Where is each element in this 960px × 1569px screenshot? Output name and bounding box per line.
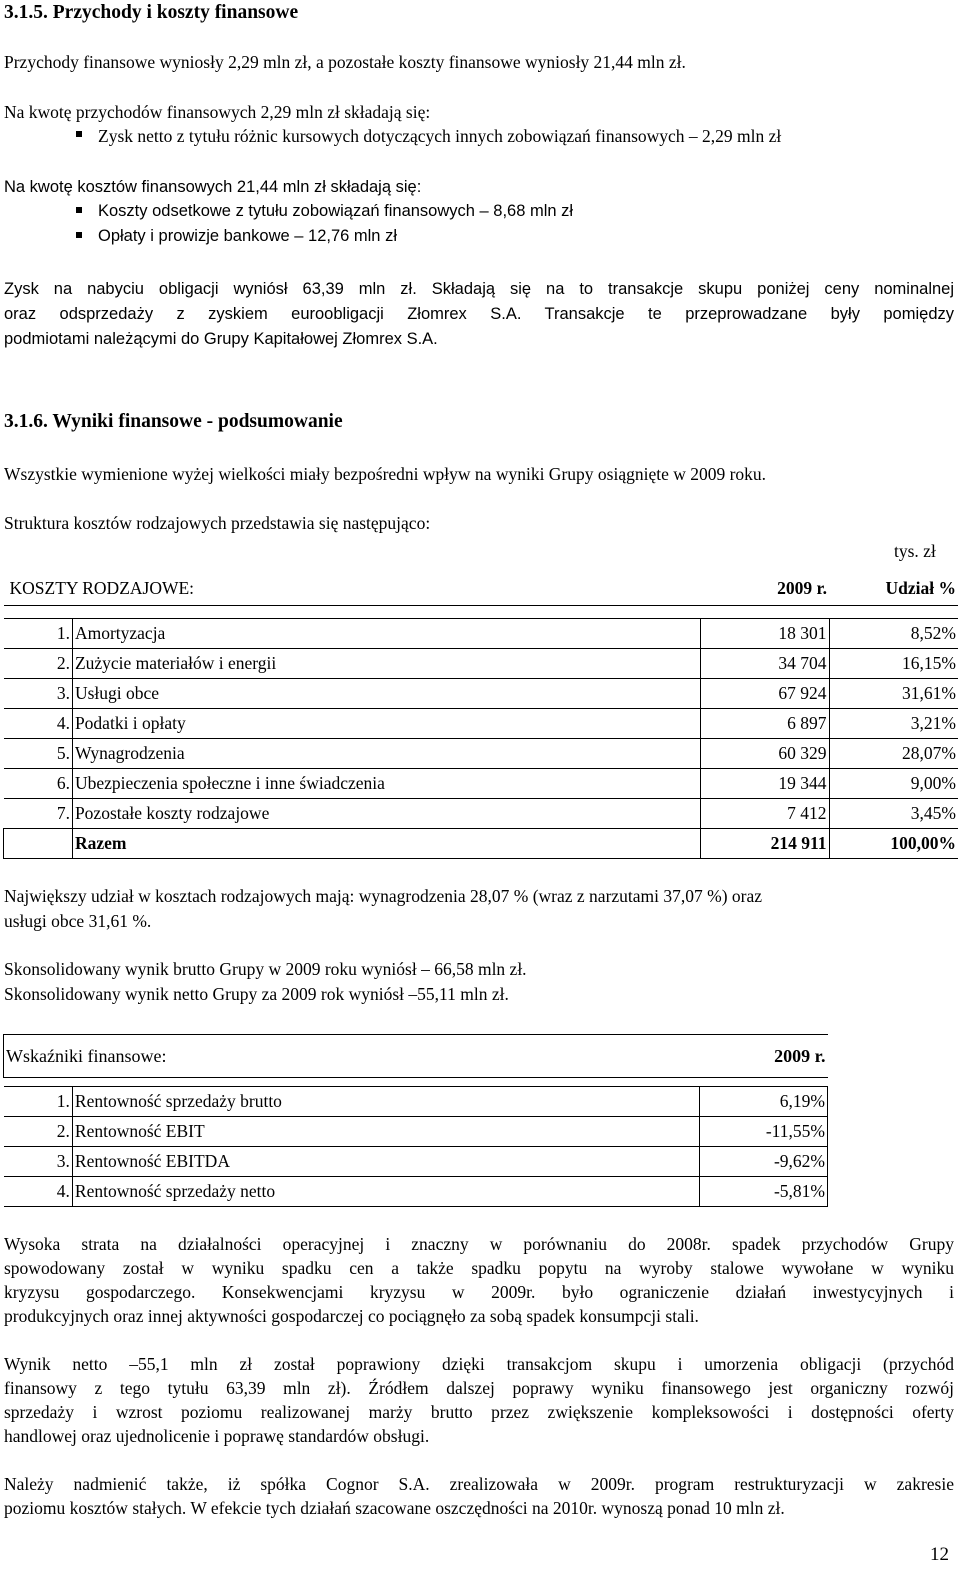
cost-share: 3,21% (829, 708, 958, 738)
cost-name: Pozostałe koszty rodzajowe (72, 798, 700, 828)
ratios-header-year: 2009 r. (700, 1035, 828, 1078)
paragraph-line: Wynik netto –55,1 mln zł został poprawiony dzięki transakcjom skupu i umorzenia obligacji (przychód (4, 1354, 954, 1374)
table-row (4, 768, 959, 798)
unit-label: tys. zł (894, 541, 936, 561)
cost-share: 8,52% (829, 618, 958, 648)
paragraph-line: produkcyjnych oraz innej aktywności gospodarczej co pociągnęło za sobą spadek konsumpcji stali. (4, 1306, 699, 1326)
cost-share: 9,00% (829, 768, 958, 798)
ratio-value: 6,19% (700, 1087, 828, 1117)
row-number: 7. (4, 798, 73, 828)
revenue-lead: Na kwotę przychodów finansowych 2,29 mln zł składają się: (4, 102, 431, 122)
cost-share: 31,61% (829, 678, 958, 708)
row-number: 1. (4, 1087, 73, 1117)
row-number: 1. (4, 618, 73, 648)
total-label: Razem (72, 828, 700, 858)
net-result: Skonsolidowany wynik netto Grupy za 2009 rok wyniósł –55,11 mln zł. (4, 984, 509, 1004)
cost-value: 67 924 (700, 678, 829, 708)
cost-name: Podatki i opłaty (72, 708, 700, 738)
row-number: 2. (4, 1117, 73, 1147)
revenue-item: Zysk netto z tytułu różnic kursowych dotyczących innych zobowiązań finansowych – 2,29 mln zł (98, 126, 782, 146)
table-row (4, 708, 959, 738)
square-bullet-icon (76, 232, 82, 238)
square-bullet-icon (76, 207, 82, 213)
ratio-value: -9,62% (700, 1147, 828, 1177)
ratios-table (3, 1034, 828, 1207)
ratio-name: Rentowność sprzedaży brutto (72, 1087, 699, 1117)
costs-header-share: Udział % (829, 573, 958, 605)
ratio-value: -5,81% (700, 1177, 828, 1207)
results-intro: Wszystkie wymienione wyżej wielkości miały bezpośredni wpływ na wyniki Grupy osiągnięte w 2009 roku. (4, 464, 767, 484)
bonds-line: oraz odsprzedaży z zyskiem euroobligacji Złomrex S.A. Transakcje te przeprowadzane były pomiędzy (4, 305, 954, 323)
paragraph-line: poziomu kosztów stałych. W efekcie tych działań szacowane oszczędności na 2010r. wynoszą ponad 10 mln zł. (4, 1498, 785, 1518)
ratio-name: Rentowność sprzedaży netto (72, 1177, 699, 1207)
total-row (4, 828, 959, 858)
cost-name: Wynagrodzenia (72, 738, 700, 768)
gross-result: Skonsolidowany wynik brutto Grupy w 2009 roku wyniósł – 66,58 mln zł. (4, 959, 527, 979)
table-row (4, 648, 959, 678)
paragraph-line: Należy nadmienić także, iż spółka Cognor S.A. zrealizowała w 2009r. program restrukturyzacji w zakresie (4, 1474, 954, 1494)
cost-name: Zużycie materiałów i energii (72, 648, 700, 678)
row-number: 3. (4, 1147, 73, 1177)
bonds-line: podmiotami należącymi do Grupy Kapitałowej Złomrex S.A. (4, 330, 438, 348)
row-number: 3. (4, 678, 73, 708)
total-share: 100,00% (829, 828, 958, 858)
table-row (4, 1147, 828, 1177)
cost-share: 28,07% (829, 738, 958, 768)
table-row (4, 1087, 828, 1117)
cost-value: 60 329 (700, 738, 829, 768)
ratio-name: Rentowność EBITDA (72, 1147, 699, 1177)
cost-item: Opłaty i prowizje bankowe – 12,76 mln zł (98, 227, 397, 245)
table-row (4, 1177, 828, 1207)
row-number: 5. (4, 738, 73, 768)
cost-value: 34 704 (700, 648, 829, 678)
paragraph-line: spowodowany został w wyniku spadku cen a także spadku popytu na wyroby stalowe wywołane w wyniku (4, 1258, 954, 1278)
paragraph-line: sprzedaży i wzrost poziomu realizowanej marży brutto przez zwiększenie kompleksowości i dostępności oferty (4, 1402, 954, 1422)
cost-name: Amortyzacja (72, 618, 700, 648)
cost-share: 16,15% (829, 648, 958, 678)
ratio-name: Rentowność EBIT (72, 1117, 699, 1147)
table-row (4, 618, 959, 648)
cost-name: Usługi obce (72, 678, 700, 708)
table-row (4, 678, 959, 708)
square-bullet-icon (76, 131, 82, 137)
row-number: 2. (4, 648, 73, 678)
paragraph-line: handlowej oraz ujednolicenie i poprawę standardów obsługi. (4, 1426, 430, 1446)
paragraph-line: finansowy z tego tytułu 63,39 mln zł). Źródłem dalszej poprawy wyniku finansowego jest organiczny rozwój (4, 1378, 954, 1398)
row-number: 4. (4, 1177, 73, 1207)
cost-value: 19 344 (700, 768, 829, 798)
cost-value: 6 897 (700, 708, 829, 738)
largest-share-line: Największy udział w kosztach rodzajowych mają: wynagrodzenia 28,07 % (wraz z narzutami 37,07 %) oraz (4, 886, 763, 906)
financial-intro: Przychody finansowe wyniosły 2,29 mln zł, a pozostałe koszty finansowe wyniosły 21,44 mln zł. (4, 52, 686, 72)
ratios-header-label: Wskaźniki finansowe: (4, 1035, 700, 1078)
largest-share-line: usługi obce 31,61 %. (4, 911, 152, 931)
costs-table (3, 573, 958, 859)
paragraph-line: Wysoka strata na działalności operacyjnej i znaczny w porównaniu do 2008r. spadek przychodów Grupy (4, 1234, 954, 1254)
cost-lead: Na kwotę kosztów finansowych 21,44 mln zł składają się: (4, 178, 422, 196)
total-value: 214 911 (700, 828, 829, 858)
cost-item: Koszty odsetkowe z tytułu zobowiązań finansowych – 8,68 mln zł (98, 202, 574, 220)
structure-lead: Struktura kosztów rodzajowych przedstawia się następująco: (4, 513, 431, 533)
table-row (4, 738, 959, 768)
ratio-value: -11,55% (700, 1117, 828, 1147)
cost-value: 7 412 (700, 798, 829, 828)
cost-share: 3,45% (829, 798, 958, 828)
cost-value: 18 301 (700, 618, 829, 648)
row-number: 6. (4, 768, 73, 798)
paragraph-line: kryzysu gospodarczego. Konsekwencjami kryzysu w 2009r. było ograniczenie działań inwestycyjnych i (4, 1282, 954, 1302)
row-number: 4. (4, 708, 73, 738)
bonds-line: Zysk na nabyciu obligacji wyniósł 63,39 mln zł. Składają się na to transakcje skupu poniżej ceny nominalnej (4, 280, 954, 298)
section-315-heading: 3.1.5. Przychody i koszty finansowe (4, 2, 299, 23)
table-row (4, 1117, 828, 1147)
costs-header-label: KOSZTY RODZAJOWE: (4, 573, 701, 605)
costs-header-year: 2009 r. (700, 573, 829, 605)
page-number: 12 (930, 1544, 949, 1565)
table-row (4, 798, 959, 828)
cost-name: Ubezpieczenia społeczne i inne świadczenia (72, 768, 700, 798)
section-316-heading: 3.1.6. Wyniki finansowe - podsumowanie (4, 411, 343, 432)
